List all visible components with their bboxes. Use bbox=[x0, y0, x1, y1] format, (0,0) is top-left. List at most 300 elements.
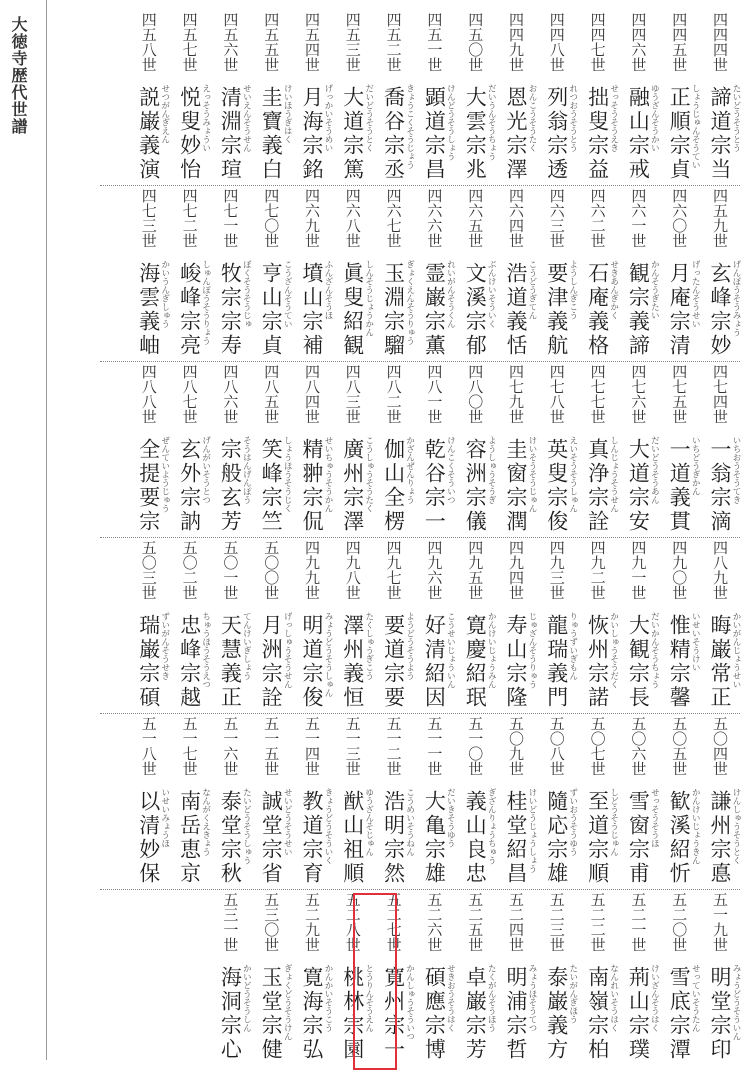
abbot-name: 大道宗安 bbox=[626, 438, 651, 534]
name-reading: えっそうみょうい bbox=[200, 84, 211, 152]
abbot-entry bbox=[292, 540, 332, 710]
abbot-entry bbox=[129, 12, 169, 182]
name-reading: ゆうざんそじゅん bbox=[363, 788, 374, 856]
abbot-name: 隨応宗雄 bbox=[544, 790, 569, 886]
abbot-entry bbox=[170, 716, 210, 886]
abbot-name: 峻峰宗亮 bbox=[177, 262, 202, 358]
generation-label: 五〇〇世 bbox=[262, 540, 281, 600]
generation-row bbox=[100, 12, 740, 182]
name-reading: みょうどうそういん bbox=[731, 964, 741, 1041]
abbot-entry bbox=[251, 716, 291, 886]
abbot-name: 月海宗銘 bbox=[300, 86, 324, 182]
generation-label: 四七七世 bbox=[588, 364, 607, 424]
name-reading: せっていそうたん bbox=[690, 964, 701, 1032]
abbot-name: 碩應宗博 bbox=[422, 966, 447, 1062]
abbot-entry bbox=[374, 540, 414, 710]
name-reading: おんこうそうたく bbox=[527, 84, 537, 152]
abbot-entry bbox=[374, 364, 414, 534]
generation-row bbox=[100, 540, 740, 710]
abbot-entry bbox=[129, 364, 169, 534]
generation-label: 四五九世 bbox=[711, 188, 729, 248]
abbot-entry bbox=[333, 540, 373, 710]
generation-label: 四七八世 bbox=[547, 364, 566, 424]
name-reading: けんどうそうしょう bbox=[445, 84, 456, 161]
generation-label: 五〇二世 bbox=[180, 540, 199, 600]
name-reading: なんがくえきょう bbox=[200, 788, 211, 856]
name-reading: ぎょくどうそうけん bbox=[282, 964, 293, 1041]
abbot-name: 謙州宗悳 bbox=[708, 790, 732, 886]
generation-label: 四八七世 bbox=[180, 364, 199, 424]
abbot-name: 牧宗宗寿 bbox=[218, 262, 243, 358]
abbot-name: 雪窗宗甫 bbox=[626, 790, 651, 886]
generation-label: 四五四世 bbox=[303, 12, 321, 72]
generation-label: 四八三世 bbox=[343, 364, 362, 424]
abbot-name: 明浦宗哲 bbox=[504, 966, 528, 1062]
abbot-entry bbox=[496, 364, 536, 534]
abbot-entry bbox=[374, 12, 414, 182]
succession-grid bbox=[100, 12, 740, 1072]
name-reading: げんぽうそうみょう bbox=[731, 260, 741, 337]
name-reading: みょうほそうてつ bbox=[527, 964, 537, 1032]
generation-label: 四四四世 bbox=[711, 12, 729, 72]
generation-label: 四五八世 bbox=[139, 12, 158, 72]
abbot-name: 大道宗篤 bbox=[340, 86, 365, 182]
name-reading: たくしゅうぎこう bbox=[363, 612, 374, 680]
generation-label: 五〇一世 bbox=[221, 540, 240, 600]
name-reading: けいざんそうはく bbox=[649, 964, 660, 1032]
abbot-entry bbox=[292, 716, 332, 886]
abbot-entry bbox=[618, 12, 658, 182]
generation-label: 五三一世 bbox=[221, 892, 240, 952]
name-reading: ようしんぎこう bbox=[567, 260, 578, 320]
abbot-name: 墳山宗補 bbox=[300, 262, 324, 358]
name-reading: いちどうぎかん bbox=[690, 436, 701, 496]
abbot-name: 大観宗長 bbox=[626, 614, 651, 710]
abbot-entry bbox=[414, 12, 454, 182]
name-reading: こうざんそうてい bbox=[282, 260, 293, 328]
generation-label: 四六五世 bbox=[466, 188, 485, 248]
name-reading: ようどうそうよう bbox=[404, 612, 415, 680]
abbot-entry bbox=[496, 540, 536, 710]
generation-label: 五一四世 bbox=[303, 716, 321, 776]
abbot-entry bbox=[537, 12, 577, 182]
generation-label: 五二六世 bbox=[425, 892, 444, 952]
name-reading: ちゅうほうそうえつ bbox=[200, 612, 211, 689]
name-reading: かんけいじょうみん bbox=[486, 612, 497, 689]
abbot-name: 誠堂宗省 bbox=[259, 790, 284, 886]
name-reading: だいうんそうちょう bbox=[486, 84, 497, 161]
name-reading: かいどうそうしん bbox=[241, 964, 252, 1032]
abbot-name: 拙叟宗益 bbox=[585, 86, 610, 182]
abbot-entry bbox=[333, 364, 373, 534]
generation-label: 五一七世 bbox=[180, 716, 199, 776]
abbot-entry bbox=[374, 188, 414, 358]
abbot-name: 列翁宗透 bbox=[544, 86, 569, 182]
abbot-entry bbox=[251, 188, 291, 358]
abbot-entry bbox=[537, 188, 577, 358]
abbot-entry bbox=[251, 540, 291, 710]
generation-label: 四六四世 bbox=[507, 188, 525, 248]
abbot-entry bbox=[414, 540, 454, 710]
name-reading: ぎざんりょうちゅう bbox=[486, 788, 497, 865]
name-reading: ぶんけいそういく bbox=[486, 260, 497, 328]
abbot-entry bbox=[414, 364, 454, 534]
generation-label: 五一一世 bbox=[425, 716, 444, 776]
abbot-name: 桂堂紹昌 bbox=[504, 790, 528, 886]
generation-row bbox=[100, 364, 740, 534]
abbot-entry bbox=[700, 364, 740, 534]
name-reading: たくがんそうほう bbox=[486, 964, 497, 1032]
abbot-name: 桃林宗園 bbox=[340, 966, 365, 1062]
generation-label: 四四八世 bbox=[547, 12, 566, 72]
generation-label: 五〇五世 bbox=[670, 716, 689, 776]
abbot-entry bbox=[170, 188, 210, 358]
abbot-name: 恢州宗諾 bbox=[585, 614, 610, 710]
abbot-entry bbox=[659, 892, 699, 1062]
abbot-entry bbox=[455, 540, 495, 710]
generation-label: 四六七世 bbox=[384, 188, 403, 248]
generation-label: 四五六世 bbox=[221, 12, 240, 72]
name-reading: しどうそうじゅん bbox=[608, 788, 619, 856]
generation-label: 五三〇世 bbox=[262, 892, 281, 952]
abbot-name: 寛海宗弘 bbox=[300, 966, 324, 1062]
generation-label: 四八六世 bbox=[221, 364, 240, 424]
name-reading: かいがんじょうせい bbox=[731, 612, 741, 689]
abbot-entry bbox=[496, 12, 536, 182]
abbot-entry bbox=[659, 540, 699, 710]
abbot-entry bbox=[210, 892, 250, 1062]
name-reading: たいどうそうとう bbox=[731, 84, 741, 152]
abbot-name: 喬谷宗丞 bbox=[381, 86, 406, 182]
generation-label: 四六八世 bbox=[343, 188, 362, 248]
generation-label: 五二四世 bbox=[507, 892, 525, 952]
abbot-entry bbox=[251, 892, 291, 1062]
abbot-entry bbox=[537, 716, 577, 886]
abbot-entry bbox=[618, 364, 658, 534]
abbot-entry bbox=[333, 12, 373, 182]
name-reading: ぜんていようじゅう bbox=[159, 436, 170, 513]
abbot-name: 荊山宗璞 bbox=[626, 966, 651, 1062]
abbot-name: 玄外宗訥 bbox=[177, 438, 202, 534]
generation-label: 五二二世 bbox=[588, 892, 607, 952]
abbot-name: 笑峰宗竺 bbox=[259, 438, 284, 534]
abbot-name: 雪底宗潭 bbox=[667, 966, 692, 1062]
abbot-name: 瑞巌宗碩 bbox=[136, 614, 161, 710]
generation-label: 四九二世 bbox=[588, 540, 607, 600]
row-separator bbox=[100, 185, 740, 186]
name-reading: せっそうそうえき bbox=[608, 84, 619, 152]
generation-label: 五二一世 bbox=[629, 892, 648, 952]
row-separator bbox=[100, 713, 740, 714]
abbot-name: 清淵宗瑄 bbox=[218, 86, 243, 182]
abbot-entry bbox=[700, 716, 740, 886]
abbot-entry bbox=[659, 12, 699, 182]
abbot-name: 霊巌宗薫 bbox=[422, 262, 447, 358]
abbot-name: 澤州義恒 bbox=[340, 614, 365, 710]
abbot-name: 観宗義諦 bbox=[626, 262, 651, 358]
abbot-name: 泰巌義方 bbox=[544, 966, 569, 1062]
generation-label: 四八二世 bbox=[384, 364, 403, 424]
generation-label: 四七六世 bbox=[629, 364, 648, 424]
abbot-entry bbox=[537, 892, 577, 1062]
generation-label: 四八八世 bbox=[139, 364, 158, 424]
name-reading: せいえんそうせん bbox=[241, 84, 252, 152]
generation-label: 五二九世 bbox=[303, 892, 321, 952]
name-reading: こうせいじょういん bbox=[445, 612, 456, 689]
abbot-entry bbox=[537, 364, 577, 534]
abbot-entry bbox=[210, 12, 250, 182]
abbot-entry bbox=[659, 364, 699, 534]
generation-label: 四六三世 bbox=[547, 188, 566, 248]
generation-label: 五一六世 bbox=[221, 716, 240, 776]
abbot-name: 圭寶義白 bbox=[259, 86, 284, 182]
generation-label: 四九三世 bbox=[547, 540, 566, 600]
abbot-entry bbox=[578, 716, 618, 886]
generation-label: 四六六世 bbox=[425, 188, 444, 248]
highlight-box bbox=[353, 893, 397, 1070]
generation-label: 四八一世 bbox=[425, 364, 444, 424]
abbot-name: 浩明宗然 bbox=[381, 790, 406, 886]
row-separator bbox=[100, 889, 740, 890]
generation-label: 四八五世 bbox=[262, 364, 281, 424]
name-reading: こうめいそうねん bbox=[404, 788, 415, 856]
name-reading: なんれいそうはく bbox=[608, 964, 619, 1032]
name-reading: けいどうじょうしょう bbox=[527, 788, 537, 873]
abbot-name: 忠峰宗越 bbox=[177, 614, 202, 710]
abbot-entry bbox=[578, 188, 618, 358]
generation-label: 五一八世 bbox=[139, 716, 158, 776]
abbot-name: 教道宗育 bbox=[300, 790, 324, 886]
name-reading: ずいおうそうゆう bbox=[567, 788, 578, 856]
abbot-name: 一翁宗滴 bbox=[708, 438, 732, 534]
generation-label: 五一二世 bbox=[384, 716, 403, 776]
abbot-entry bbox=[496, 892, 536, 1062]
abbot-name: 要道宗要 bbox=[381, 614, 406, 710]
abbot-name: 英叟宗俊 bbox=[544, 438, 569, 534]
generation-label: 四八〇世 bbox=[466, 364, 485, 424]
generation-label: 五二三世 bbox=[547, 892, 566, 952]
generation-label: 五一〇世 bbox=[466, 716, 485, 776]
name-reading: しんそうじょうかん bbox=[363, 260, 374, 337]
abbot-entry bbox=[618, 892, 658, 1062]
abbot-name: 月洲宗詮 bbox=[259, 614, 284, 710]
abbot-name: 乾谷宗一 bbox=[422, 438, 447, 534]
name-reading: せいどうそうせい bbox=[282, 788, 293, 856]
abbot-name: 卓巌宗芳 bbox=[463, 966, 488, 1062]
name-reading: げんがいそうとつ bbox=[200, 436, 211, 504]
generation-label: 五〇四世 bbox=[711, 716, 729, 776]
abbot-name: 真浄宗詮 bbox=[585, 438, 610, 534]
name-reading: げったんそうせい bbox=[690, 260, 701, 328]
name-reading: しょうじゅんそうてい bbox=[690, 84, 701, 169]
abbot-name: 顕道宗昌 bbox=[422, 86, 447, 182]
abbot-entry bbox=[414, 716, 454, 886]
generation-label: 五一三世 bbox=[343, 716, 362, 776]
abbot-name: 義山良忠 bbox=[463, 790, 488, 886]
abbot-name: 好清紹因 bbox=[422, 614, 447, 710]
generation-label: 四六一世 bbox=[629, 188, 648, 248]
name-reading: みょうどうそうしゅん bbox=[323, 612, 333, 697]
name-reading: けんこくそういつ bbox=[445, 436, 456, 504]
abbot-name: 浩道義恬 bbox=[504, 262, 528, 358]
abbot-entry bbox=[292, 188, 332, 358]
generation-label: 四五五世 bbox=[262, 12, 281, 72]
abbot-name: 石庵義格 bbox=[585, 262, 610, 358]
abbot-name: 泰堂宗秋 bbox=[218, 790, 243, 886]
abbot-name: 正順宗貞 bbox=[667, 86, 692, 182]
abbot-name: 大亀宗雄 bbox=[422, 790, 447, 886]
name-reading: とうりんそうえん bbox=[363, 964, 374, 1032]
abbot-entry bbox=[210, 716, 250, 886]
abbot-name: 海雲義岫 bbox=[136, 262, 161, 358]
name-reading: いせいみょうほ bbox=[159, 788, 170, 848]
name-reading: えいそうそうしゅん bbox=[567, 436, 578, 513]
abbot-entry bbox=[578, 364, 618, 534]
name-reading: せきあんぎかく bbox=[608, 260, 619, 320]
name-reading: だいどうそうあん bbox=[649, 436, 660, 504]
abbot-entry bbox=[414, 892, 454, 1062]
page-title: 大徳寺歴代世譜 bbox=[9, 16, 28, 135]
abbot-name: 寿山宗隆 bbox=[504, 614, 528, 710]
generation-row bbox=[100, 188, 740, 358]
name-reading: かざんぜんりょう bbox=[404, 436, 415, 504]
name-reading: きょうこくそうじょう bbox=[404, 84, 415, 169]
abbot-entry bbox=[455, 12, 495, 182]
name-reading: たいがんぎほう bbox=[567, 964, 578, 1024]
abbot-entry bbox=[210, 188, 250, 358]
abbot-entry bbox=[700, 892, 740, 1062]
generation-label: 四九四世 bbox=[507, 540, 525, 600]
abbot-entry bbox=[578, 892, 618, 1062]
abbot-name: 晦巌常正 bbox=[708, 614, 732, 710]
generation-label: 五二〇世 bbox=[670, 892, 689, 952]
abbot-entry bbox=[618, 540, 658, 710]
generation-label: 四四九世 bbox=[507, 12, 525, 72]
generation-label: 四九九世 bbox=[303, 540, 321, 600]
generation-label: 四九〇世 bbox=[670, 540, 689, 600]
abbot-entry bbox=[251, 12, 291, 182]
abbot-entry bbox=[333, 716, 373, 886]
abbot-name: 以清妙保 bbox=[136, 790, 161, 886]
name-reading: ずいがんそうせき bbox=[159, 612, 170, 680]
name-reading: ぎょくえんそうりゅう bbox=[404, 260, 415, 345]
abbot-name: 玉堂宗健 bbox=[259, 966, 284, 1062]
abbot-name: 精翀宗侃 bbox=[300, 438, 324, 534]
name-reading: しんじょうそうせん bbox=[608, 436, 619, 513]
generation-label: 四七四世 bbox=[711, 364, 729, 424]
generation-label: 四七〇世 bbox=[262, 188, 281, 248]
abbot-entry bbox=[170, 540, 210, 710]
abbot-entry bbox=[455, 188, 495, 358]
generation-label: 四六〇世 bbox=[670, 188, 689, 248]
name-reading: りゅうずいぎもん bbox=[567, 612, 578, 680]
abbot-name: 要津義航 bbox=[544, 262, 569, 358]
abbot-entry bbox=[700, 188, 740, 358]
name-reading: かいうんぎしゅう bbox=[159, 260, 170, 328]
abbot-entry bbox=[659, 716, 699, 886]
abbot-entry bbox=[333, 188, 373, 358]
generation-label: 四七一世 bbox=[221, 188, 240, 248]
abbot-entry bbox=[659, 188, 699, 358]
name-reading: せきおうそうはく bbox=[445, 964, 456, 1032]
name-reading: せっそうそうほ bbox=[649, 788, 660, 848]
name-reading: かんかいそうこう bbox=[323, 964, 333, 1032]
name-reading: せつがんぎえん bbox=[159, 84, 170, 144]
generation-label: 四八九世 bbox=[711, 540, 729, 600]
abbot-name: 寛州宗一 bbox=[381, 966, 406, 1062]
abbot-name: 海洞宗心 bbox=[218, 966, 243, 1062]
name-reading: てんけいぎしょう bbox=[241, 612, 252, 680]
generation-label: 四七九世 bbox=[507, 364, 525, 424]
name-reading: いちおうそうてき bbox=[731, 436, 741, 504]
generation-label: 四六九世 bbox=[303, 188, 321, 248]
abbot-name: 説巌義演 bbox=[136, 86, 161, 182]
generation-label: 五〇七世 bbox=[588, 716, 607, 776]
generation-label: 五〇八世 bbox=[547, 716, 566, 776]
generation-label: 四五二世 bbox=[384, 12, 403, 72]
abbot-entry bbox=[251, 364, 291, 534]
generation-label: 四九六世 bbox=[425, 540, 444, 600]
row-separator bbox=[100, 361, 740, 362]
name-reading: けいそうそうじゅん bbox=[527, 436, 537, 513]
abbot-entry bbox=[618, 188, 658, 358]
generation-label: 五一五世 bbox=[262, 716, 281, 776]
generation-label: 五二七世 bbox=[384, 892, 403, 952]
abbot-entry bbox=[210, 364, 250, 534]
abbot-name: 圭窗宗潤 bbox=[504, 438, 528, 534]
abbot-name: 伽山全楞 bbox=[381, 438, 406, 534]
abbot-entry bbox=[292, 364, 332, 534]
abbot-entry bbox=[700, 12, 740, 182]
generation-label: 五〇六世 bbox=[629, 716, 648, 776]
abbot-name: 至道宗順 bbox=[585, 790, 610, 886]
abbot-name: 宗般玄芳 bbox=[218, 438, 243, 534]
generation-label: 四四六世 bbox=[629, 12, 648, 72]
generation-label: 五二八世 bbox=[343, 892, 362, 952]
name-reading: ようしゅうそうぎ bbox=[486, 436, 497, 504]
abbot-name: 明道宗俊 bbox=[300, 614, 324, 710]
name-reading: ふんざんそうほ bbox=[323, 260, 333, 320]
abbot-entry bbox=[455, 364, 495, 534]
abbot-entry bbox=[129, 188, 169, 358]
abbot-name: 天慧義正 bbox=[218, 614, 243, 710]
abbot-entry bbox=[537, 540, 577, 710]
name-reading: こうしゅうそうたく bbox=[363, 436, 374, 513]
generation-label: 四九一世 bbox=[629, 540, 648, 600]
abbot-name: 惟精宗馨 bbox=[667, 614, 692, 710]
abbot-entry bbox=[129, 716, 169, 886]
abbot-name: 悦叟妙怡 bbox=[177, 86, 202, 182]
abbot-entry bbox=[578, 12, 618, 182]
abbot-name: 玄峰宗妙 bbox=[708, 262, 732, 358]
name-reading: かんけいじょうきん bbox=[690, 788, 701, 865]
abbot-entry bbox=[700, 540, 740, 710]
abbot-name: 玉淵宗騮 bbox=[381, 262, 406, 358]
abbot-name: 寛慶紹珉 bbox=[463, 614, 488, 710]
name-reading: れいがんそうくん bbox=[445, 260, 456, 328]
name-reading: だいかんそうちょう bbox=[649, 612, 660, 689]
name-reading: そうはんげんぽう bbox=[241, 436, 252, 504]
abbot-name: 南岳恵京 bbox=[177, 790, 202, 886]
abbot-entry bbox=[374, 716, 414, 886]
name-reading: きょうどうそういく bbox=[323, 788, 333, 865]
generation-label: 四八四世 bbox=[303, 364, 321, 424]
name-reading: いせいそうけい bbox=[690, 612, 701, 672]
name-reading: かいしゅうそうだく bbox=[608, 612, 619, 689]
generation-label: 四六二世 bbox=[588, 188, 607, 248]
name-reading: かんしゅうそういつ bbox=[404, 964, 415, 1041]
generation-label: 四九八世 bbox=[343, 540, 362, 600]
